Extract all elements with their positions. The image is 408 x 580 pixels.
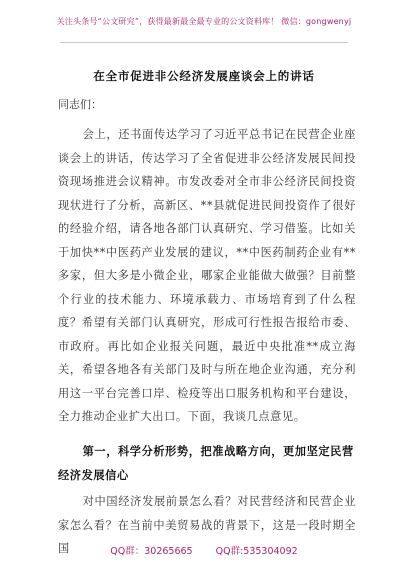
document-title: 在全市促进非公经济发展座谈会上的讲话 (93, 69, 315, 83)
header-divider (60, 42, 348, 43)
section-paragraph: 对中国经济发展前景怎么看？对民营经济和民营企业家怎么看？在当前中美贸易战的背景下，这是一段时期全国 (58, 495, 356, 555)
section-heading: 第一，科学分析形势，把准战略方向，更加坚定民营经济发展信心 (58, 444, 354, 482)
body-paragraph: 会上，还书面传达学习了习近平总书记在民营企业座谈会上的讲话，传达学习了全省促进非公经济发展民间投资现场推进会议精神。市发改委对全市非公经济民间投资现状进行了分析，高新区、**县就促进民间投资作了很好的经验介绍，请各地各部门认真研究、学习借鉴。比如关于加快**中医药产业发展的建议，**中医药制药企业有**多家，但大多是小微企业，哪家企业能做大做强？目前整个行业的技术能力、环境承载力、市场培育到了什么程度？希望有关部门认真研究，形成可行性报告报给市委、市政府。再比如企业报关问题，最近中央批准**成立海关，希望各地各有关部门及时与所在地企业沟通，充分利用这一平台完善口岸、检疫等出口服务机构和平台建设，全力推动企业扩大出口。下面，我谈几点意见。 (58, 128, 356, 423)
footer (0, 543, 408, 557)
header-banner: 关注头条号“公文研究”，获得最新最全最专业的公文资料库！ 微信：gongwenyj (56, 17, 352, 26)
footer-qq-group-2: QQ群:535304092 (215, 546, 298, 557)
footer-qq-group-1: QQ群：30265665 (110, 546, 193, 557)
greeting: 同志们： (58, 98, 102, 111)
